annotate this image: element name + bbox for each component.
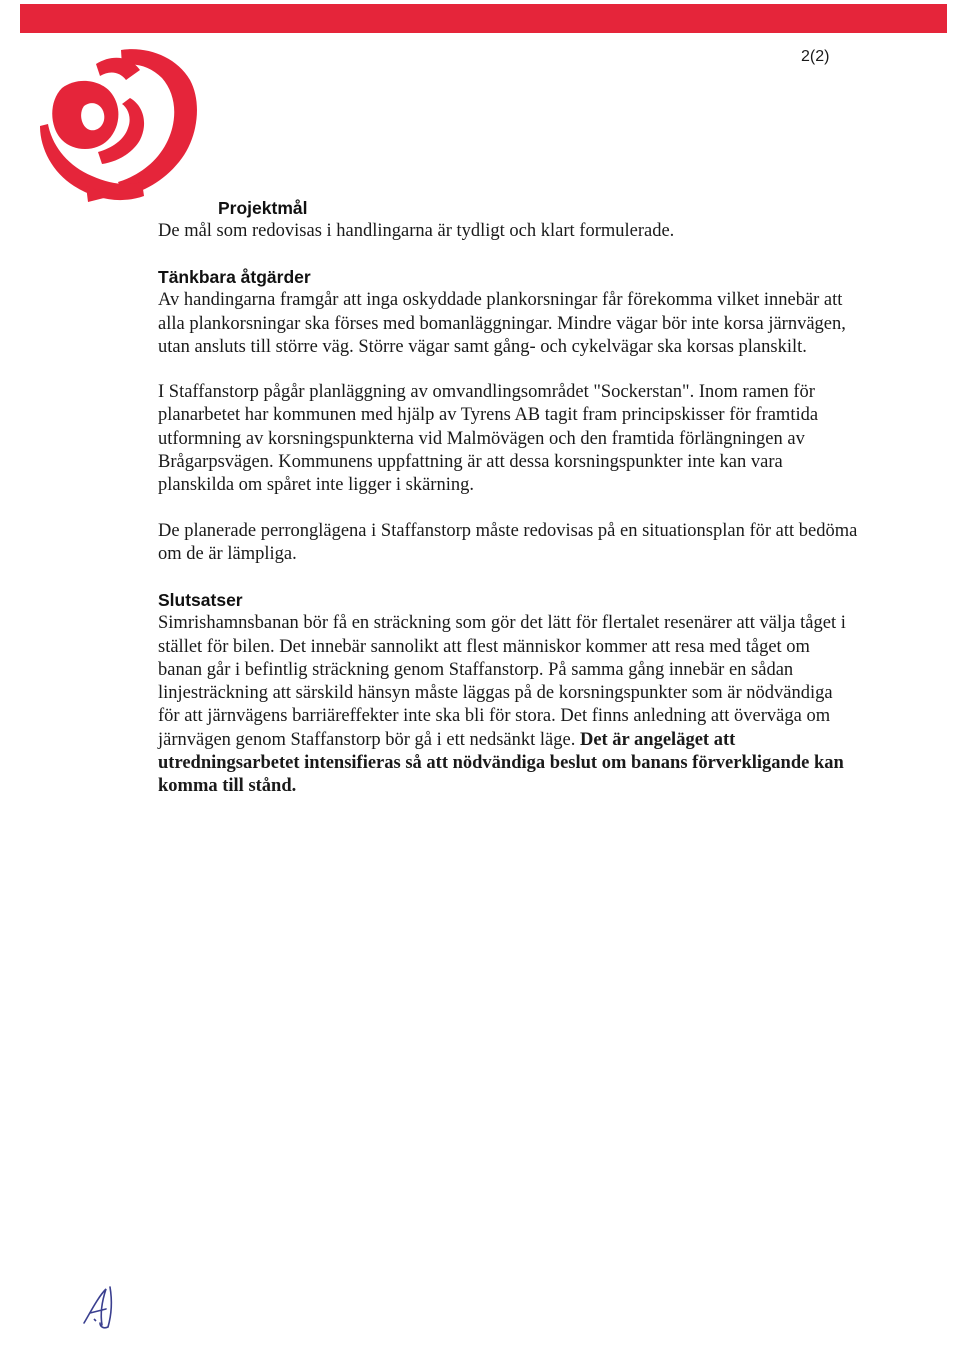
handwritten-signature [80,1283,130,1331]
document-body [158,196,858,799]
paragraph-projektmal: De mål som redovisas i handlingarna är tydligt och klart formulerade. [158,221,675,241]
paragraph-tankbara-1: Av handingarna framgår att inga oskyddade plankorsningar får förekomma vilket innebär att alla plankorsningar ska förses med bomanläggningar. Mindre vägar bör inte korsa järnvägen, utan ansluts till större väg. Större vägar samt gång- och cykelvägar ska korsas planskilt. [158,290,846,357]
heading-slutsatser: Slutsatser [158,590,243,611]
heading-projektmal: Projektmål [218,198,308,218]
top-color-bar [20,4,947,33]
paragraph-slutsatser-bold: Det är angeläget att utredningsarbetet intensifieras så att nödvändiga beslut om banans förverkligande kan komma till stånd. [158,729,844,797]
paragraph-slutsatser-text: Simrishamnsbanan bör få en sträckning som gör det lätt för flertalet resenärer att välja tåget i stället för bilen. Det innebär sannolikt att flest människor kommer att resa med tåget om banan går i befintlig sträckning genom Staffanstorp. På samma gång innebär en sådan linjesträckning att särskild hänsyn måste läggas på de korsningspunkter som är nödvändiga för att järnvägens barriäreffekter inte ska bli för stora. Det finns anledning att överväga om järnvägen genom Staffanstorp bör gå i ett nedsänkt läge. [158,613,846,750]
paragraph-tankbara-3: De planerade perronglägena i Staffanstorp måste redovisas på en situationsplan för att bedöma om de är lämpliga. [158,520,858,564]
paragraph-slutsatser [158,612,858,798]
rose-icon [26,36,206,206]
heading-tankbara-atgarder: Tänkbara åtgärder [158,267,311,288]
paragraph-tankbara-2: I Staffanstorp pågår planläggning av omvandlingsområdet "Sockerstan". Inom ramen för planarbetet har kommunen med hjälp av Tyrens AB tagit fram principskisser för framtida utformning av korsningspunkterna vid Malmövägen och den framtida förlängningen av Brågarpsvägen. Kommunens uppfattning är att dessa korsningspunkter inte kan vara planskilda om spåret inte ligger i skärning. [158,382,819,496]
page-number: 2(2) [801,48,830,65]
